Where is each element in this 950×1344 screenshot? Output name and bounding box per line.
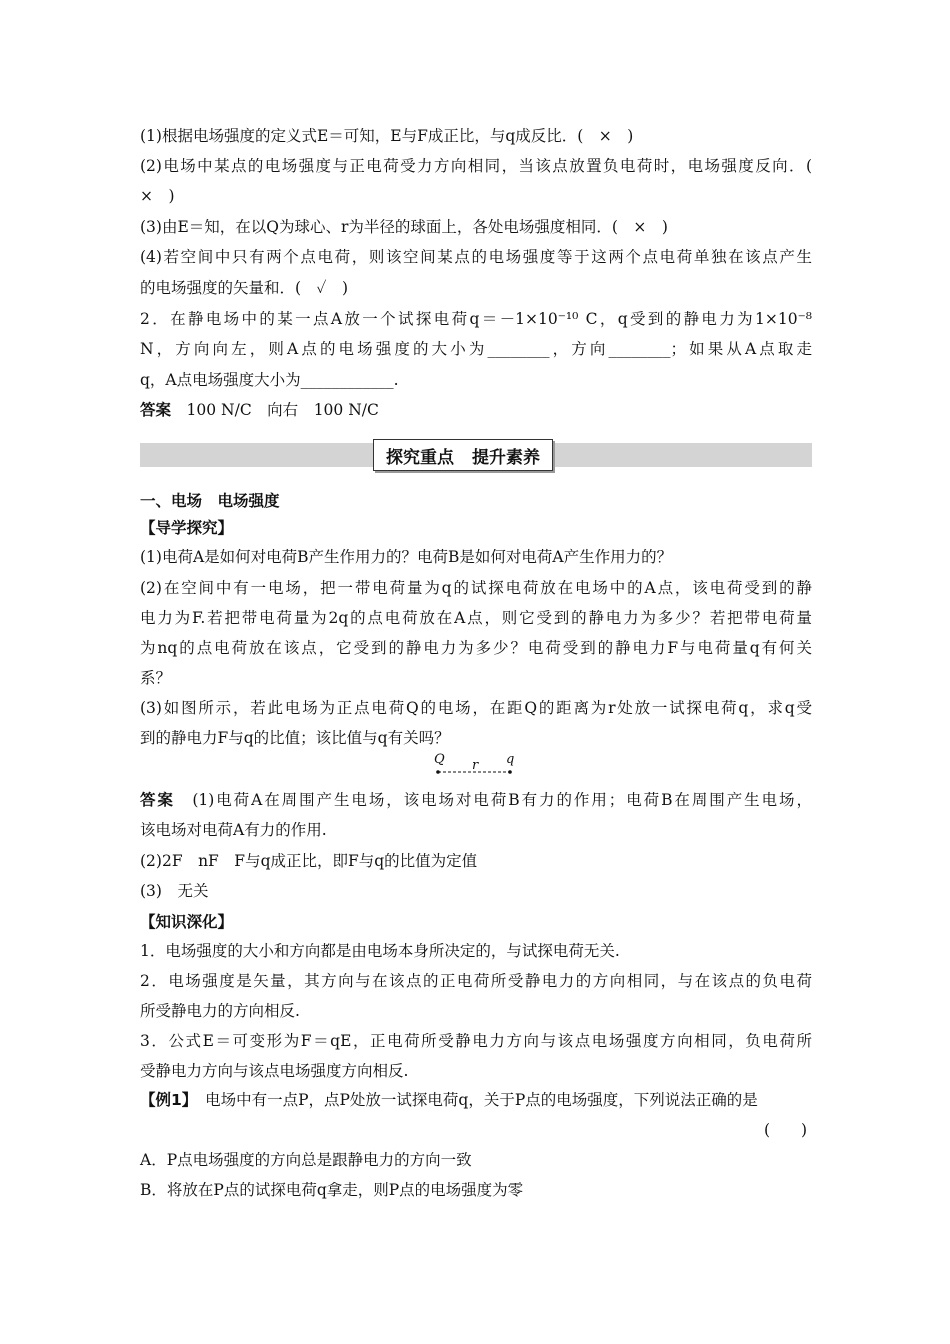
section-banner bbox=[140, 443, 812, 467]
guide-q1: (1)电荷A是如何对电荷B产生作用力的？电荷B是如何对电荷A产生作用力的？ bbox=[140, 548, 673, 566]
figure-label-r: r bbox=[472, 758, 479, 773]
answer-3: (3) 无关 bbox=[140, 882, 209, 900]
guide-q3-line-2: 到的静电力F与q的比值；该比值与q有关吗？ bbox=[140, 729, 450, 747]
answer-line bbox=[140, 400, 379, 420]
answer-1-line-2: 该电场对电荷A有力的作用. bbox=[140, 821, 327, 839]
answer-paren: ( ) bbox=[764, 1121, 808, 1139]
guide-label: 【导学探究】 bbox=[140, 519, 234, 537]
guide-q2-line-1: (2)在空间中有一电场，把一带电荷量为q的试探电荷放在电场中的A点，该电荷受到的静 bbox=[140, 579, 812, 597]
answer-2: (2)2F nF F与q成正比，即F与q的比值为定值 bbox=[140, 852, 478, 870]
banner-right-text: 提升素养 bbox=[472, 447, 540, 468]
judgment-item-3: (3)由E＝知，在以Q为球心、r为半径的球面上，各处电场强度相同．( × ) bbox=[140, 218, 668, 236]
answer-label-2: 答案 bbox=[140, 791, 175, 809]
deepen-2-line-1: 2．电场强度是矢量，其方向与在该点的正电荷所受静电力的方向相同，与在该点的负电荷 bbox=[140, 972, 812, 990]
question-2-line-1: 2．在静电场中的某一点A放一个试探电荷q＝－1×10⁻¹⁰ C，q受到的静电力为1×10⁻⁸ bbox=[140, 310, 812, 328]
guide-q2-line-4: 系？ bbox=[140, 669, 172, 687]
judgment-item-4: (4)若空间中只有两个点电荷，则该空间某点的电场强度等于这两个点电荷单独在该点产生 bbox=[140, 248, 812, 266]
guide-q2-line-2: 电力为F.若把带电荷量为2q的点电荷放在A点，则它受到的静电力为多少？若把带电荷量 bbox=[140, 609, 812, 627]
option-a: A．P点电场强度的方向总是跟静电力的方向一致 bbox=[140, 1151, 472, 1169]
judgment-item-2-cont: × ) bbox=[140, 187, 175, 205]
answer-text: 100 N/C 向右 100 N/C bbox=[186, 401, 379, 419]
figure-label-q: q bbox=[506, 752, 515, 767]
example-text: 电场中有一点P，点P处放一试探电荷q，关于P点的电场强度，下列说法正确的是 bbox=[205, 1091, 758, 1109]
figure-dashed-line bbox=[432, 752, 522, 782]
example-1 bbox=[140, 1090, 758, 1110]
deepen-3-line-1: 3．公式E＝可变形为F＝qE，正电荷所受静电力方向与该点电场强度方向相同，负电荷所 bbox=[140, 1032, 812, 1050]
answer-label: 答案 bbox=[140, 401, 172, 419]
question-2-line-3: q，A点电场强度大小为____________. bbox=[140, 371, 399, 389]
banner-box bbox=[373, 439, 553, 471]
example-label: 【例1】 bbox=[140, 1091, 190, 1109]
deepen-2-line-2: 所受静电力的方向相反. bbox=[140, 1002, 300, 1020]
section-heading: 一、电场 电场强度 bbox=[140, 492, 280, 510]
figure-label-Q: Q bbox=[434, 752, 445, 767]
option-b: B．将放在P点的试探电荷q拿走，则P点的电场强度为零 bbox=[140, 1181, 524, 1199]
banner-left-text: 探究重点 bbox=[386, 447, 454, 468]
deepen-3-line-2: 受静电力方向与该点电场强度方向相反. bbox=[140, 1062, 409, 1080]
judgment-item-2: (2)电场中某点的电场强度与正电荷受力方向相同，当该点放置负电荷时，电场强度反向．( bbox=[140, 157, 812, 175]
charge-distance-figure bbox=[432, 752, 522, 782]
question-2-line-2: N，方向向左，则A点的电场强度的大小为________，方向________；如果从A点取走 bbox=[140, 340, 812, 358]
answer-1-line-1: 答案 (1)电荷A在周围产生电场，该电场对电荷B有力的作用；电荷B在周围产生电场， bbox=[140, 791, 812, 809]
judgment-item-4-cont: 的电场强度的矢量和．( ✓ ) bbox=[140, 279, 349, 297]
guide-q3-line-1: (3)如图所示，若此电场为正点电荷Q的电场，在距Q的距离为r处放一试探电荷q，求q受 bbox=[140, 699, 812, 717]
deepen-label: 【知识深化】 bbox=[140, 913, 234, 931]
judgment-item-1: (1)根据电场强度的定义式E＝可知，E与F成正比，与q成反比．( × ) bbox=[140, 127, 634, 145]
guide-q2-line-3: 为nq的点电荷放在该点，它受到的静电力为多少？电荷受到的静电力F与电荷量q有何关 bbox=[140, 639, 812, 657]
deepen-1: 1．电场强度的大小和方向都是由电场本身所决定的，与试探电荷无关. bbox=[140, 942, 620, 960]
